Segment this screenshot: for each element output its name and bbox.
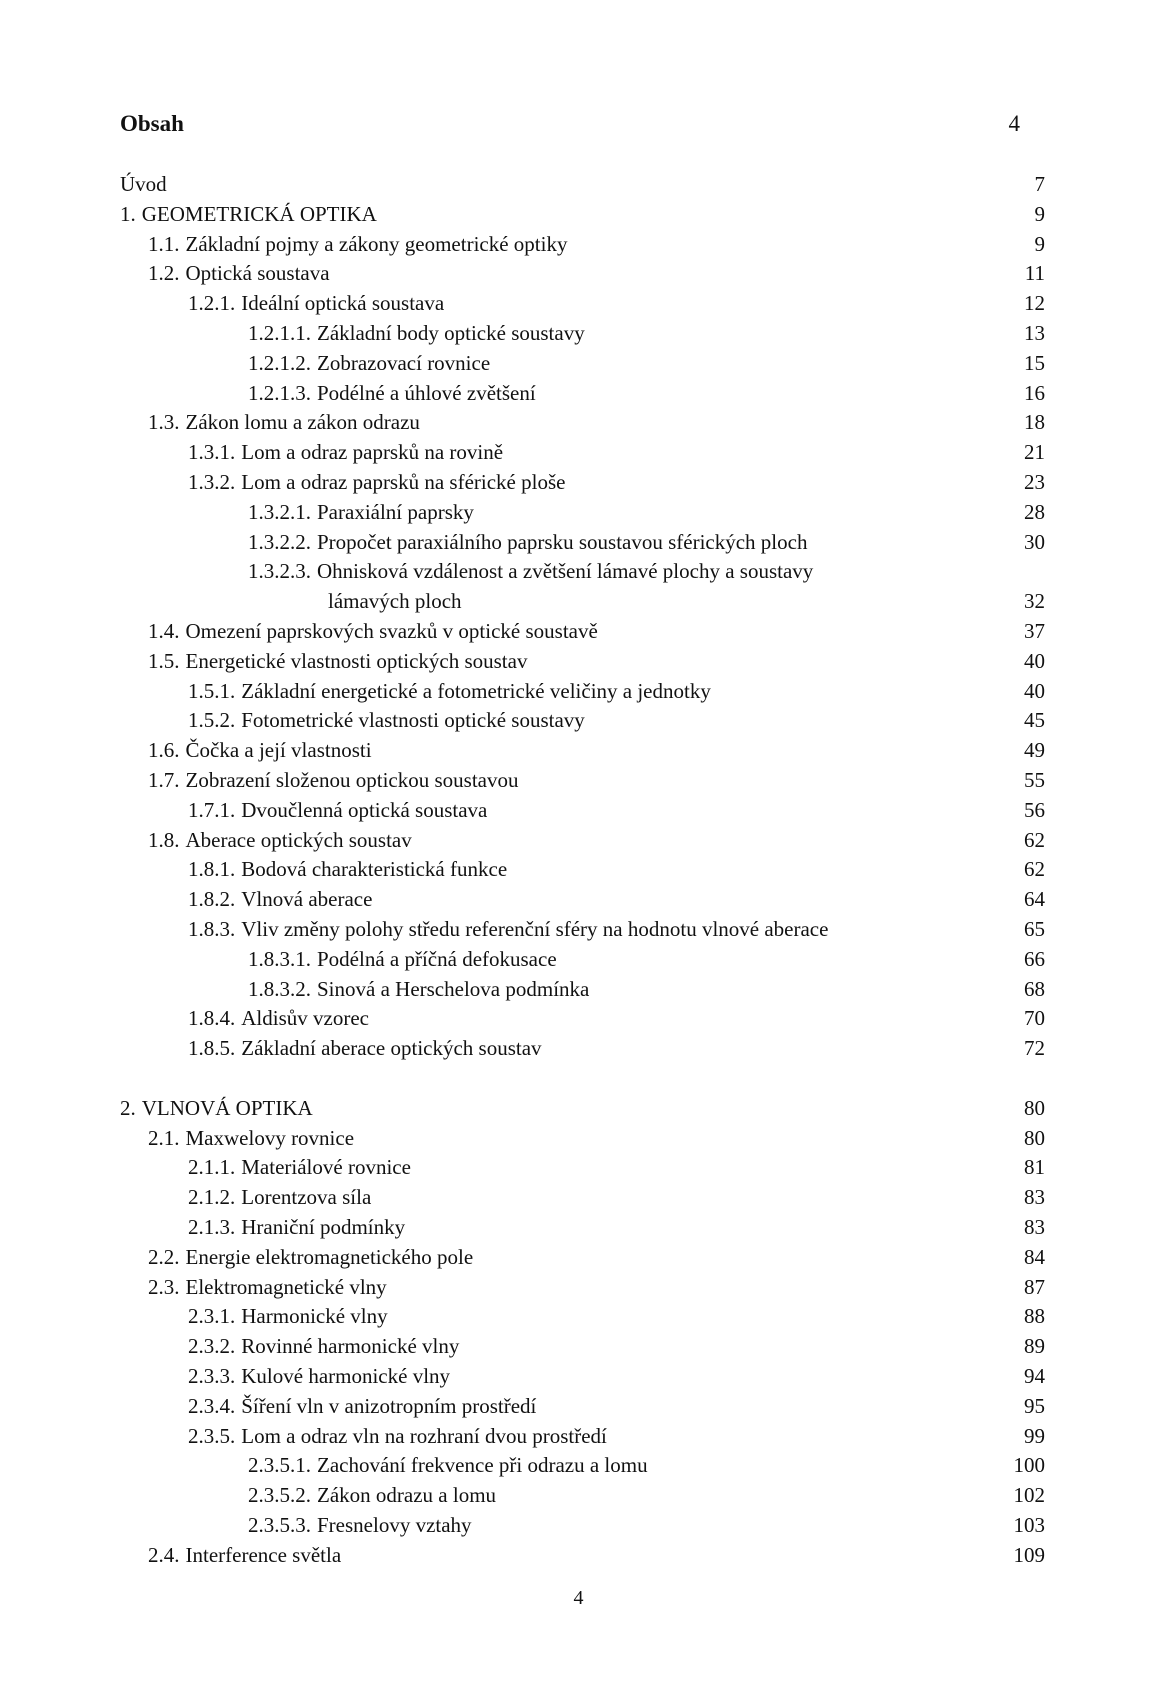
toc-entry-title: Fotometrické vlastnosti optické soustavy [241, 708, 585, 733]
toc-entry-page: 62 [1024, 827, 1045, 852]
toc-entry-title: Podélná a příčná defokusace [317, 946, 557, 971]
toc-entry-title: Propočet paraxiálního paprsku soustavou sférických ploch [317, 529, 808, 554]
toc-entry-title: Interference světla [185, 1542, 342, 1567]
toc-entry-number: 1.1. [148, 231, 180, 256]
toc-entry-title: Energetické vlastnosti optických soustav [185, 648, 528, 673]
toc-entry-page: 89 [1024, 1334, 1045, 1359]
toc-entry-title: Zobrazovací rovnice [317, 350, 491, 375]
toc-entry-number: 1.8.3.2. [248, 976, 311, 1001]
toc-title: Obsah [120, 111, 184, 136]
toc-entry-title: Lom a odraz paprsků na rovině [241, 440, 504, 465]
toc-entry-page: 94 [1024, 1364, 1045, 1388]
toc-entry-title: Základní energetické a fotometrické veličiny a jednotky [241, 678, 711, 703]
toc-entry-title: Bodová charakteristická funkce [241, 857, 508, 882]
toc-entry-page: 88 [1024, 1304, 1045, 1329]
toc-entry [148, 1124, 354, 1153]
toc-entry-page: 102 [1013, 1483, 1045, 1508]
toc-entry [248, 528, 807, 557]
toc-entry [188, 915, 828, 944]
toc-entry-title: Šíření vln v anizotropním prostředí [241, 1393, 537, 1418]
toc-entry [328, 587, 462, 616]
toc-entry [188, 438, 503, 467]
toc-entry [248, 319, 585, 348]
toc-entry-title: Hraniční podmínky [241, 1215, 406, 1239]
toc-entry-number: 1.3.2.1. [248, 499, 311, 524]
toc-entry-number: 2.1. [148, 1125, 180, 1150]
toc-entry-title: Aberace optických soustav [185, 827, 412, 852]
toc-entry [248, 1481, 496, 1510]
toc-entry-title: Vliv změny polohy středu referenční sféry na hodnotu vlnové aberace [241, 917, 829, 941]
page-number: 4 [573, 1587, 584, 1609]
toc-entry-page: 83 [1024, 1215, 1045, 1239]
toc-entry-number: 2.3.3. [188, 1364, 236, 1388]
toc-entry-title: Sinová a Herschelova podmínka [317, 976, 590, 1001]
toc-entry-title: GEOMETRICKÁ OPTIKA [141, 201, 377, 226]
toc-entry-title: Zachování frekvence při odrazu a lomu [317, 1453, 648, 1478]
toc-entry-title: Lorentzova síla [241, 1185, 372, 1210]
toc-entry [148, 1273, 387, 1302]
toc-entry [188, 1183, 371, 1212]
toc-entry-number: 1.8.3. [188, 917, 236, 941]
toc-entry-number: 1.2.1.1. [248, 321, 311, 345]
toc-entry-page: 16 [1024, 380, 1045, 405]
toc-entry-title: Podélné a úhlové zvětšení [317, 380, 536, 405]
toc-entry-page: 23 [1024, 470, 1045, 494]
toc-entry-number: 2.1.3. [188, 1215, 236, 1239]
toc-entry-page: 13 [1024, 321, 1045, 345]
toc-entry-page: 66 [1024, 946, 1045, 971]
toc-entry [188, 1362, 450, 1391]
toc-entry-title: Dvoučlenná optická soustava [241, 797, 488, 822]
toc-entry-title: Materiálové rovnice [241, 1155, 411, 1180]
toc-entry [148, 617, 598, 646]
toc-entry-page: 68 [1024, 976, 1045, 1001]
toc-entry [248, 975, 589, 1004]
toc-entry-number: 1.8.2. [188, 887, 236, 912]
toc-entry-number: 1.3.1. [188, 440, 236, 465]
toc-entry-number: 2.4. [148, 1542, 180, 1567]
toc-entry [148, 259, 330, 288]
toc-entry [248, 379, 536, 408]
toc-entry [120, 200, 377, 229]
toc-entry-title: Energie elektromagnetického pole [185, 1244, 474, 1269]
toc-entry-page: 62 [1024, 857, 1045, 882]
toc-entry-page: 109 [1013, 1542, 1045, 1567]
toc-entry-number: 2.3.5.2. [248, 1483, 311, 1508]
toc-entry [248, 557, 813, 586]
toc-entry-page: 84 [1024, 1244, 1045, 1269]
toc-entry-title: Maxwelovy rovnice [185, 1125, 355, 1150]
toc-entry-number: 1.3. [148, 410, 180, 435]
toc-entry-number: 1.2. [148, 261, 180, 286]
toc-entry-number: 2.1.1. [188, 1155, 236, 1180]
toc-entry-title: VLNOVÁ OPTIKA [141, 1095, 313, 1120]
toc-entry-number: 1.6. [148, 738, 180, 763]
toc-entry-page: 40 [1024, 678, 1045, 703]
toc-entry-page: 37 [1024, 619, 1045, 643]
toc-entry-number: 2.1.2. [188, 1185, 236, 1210]
toc-entry-title: Lom a odraz paprsků na sférické ploše [241, 470, 566, 494]
toc-entry-number: 1.8.5. [188, 1036, 236, 1061]
toc-entry-page: 15 [1024, 350, 1045, 375]
toc-entry-number: 2.3.5. [188, 1423, 236, 1448]
toc-entry-page: 32 [1024, 589, 1045, 614]
toc-entry [148, 1541, 341, 1570]
toc-entry-number: 1.5. [148, 648, 180, 673]
toc-entry-page: 7 [1034, 172, 1045, 196]
toc-entry-page: 99 [1024, 1423, 1045, 1448]
toc-entry [188, 796, 487, 825]
toc-entry [188, 468, 565, 497]
toc-entry-title: Lom a odraz vln na rozhraní dvou prostředí [241, 1423, 607, 1448]
toc-entry-number: 1.7. [148, 768, 180, 792]
toc-entry [248, 349, 490, 378]
toc-entry-title: Zákon odrazu a lomu [317, 1483, 497, 1508]
toc-entry [248, 1511, 472, 1540]
toc-entry-title: Kulové harmonické vlny [241, 1364, 451, 1388]
toc-entry-title: Ohnisková vzdálenost a zvětšení lámavé plochy a soustavy [317, 559, 814, 584]
toc-entry-title: Základní body optické soustavy [317, 321, 585, 345]
toc-entry-number: 1.5.2. [188, 708, 236, 733]
toc-entry-page: 65 [1024, 917, 1045, 941]
toc-entry-number: 1.8.1. [188, 857, 236, 882]
toc-entry-title: Zákon lomu a zákon odrazu [185, 410, 420, 435]
toc-entry-title: Základní aberace optických soustav [241, 1036, 542, 1061]
toc-entry [188, 855, 507, 884]
toc-entry-number: 1. [120, 201, 136, 226]
toc-entry-title: Omezení paprskových svazků v optické soustavě [185, 619, 598, 643]
toc-entry [248, 945, 557, 974]
toc-entry [120, 1094, 313, 1123]
toc-entry-title: Zobrazení složenou optickou soustavou [185, 768, 519, 792]
toc-entry [188, 1302, 388, 1331]
toc-entry-title: Rovinné harmonické vlny [241, 1334, 460, 1359]
toc-entry-title: Optická soustava [185, 261, 330, 286]
toc-entry [188, 1213, 405, 1242]
toc-entry-page: 55 [1024, 768, 1045, 792]
toc-entry-number: 2.3. [148, 1274, 180, 1299]
toc-entry-number: 1.5.1. [188, 678, 236, 703]
toc-entry [188, 706, 585, 735]
toc-entry-page: 81 [1024, 1155, 1045, 1180]
toc-header [120, 108, 1020, 140]
toc-entry-number: 2.3.5.1. [248, 1453, 311, 1478]
toc-entry-number: 1.3.2.2. [248, 529, 311, 554]
toc-entry-title: Základní pojmy a zákony geometrické optiky [185, 231, 568, 256]
toc-entry-number: 1.3.2. [188, 470, 236, 494]
toc-entry-number: 1.7.1. [188, 797, 236, 822]
toc-entry-page: 83 [1024, 1185, 1045, 1210]
toc-entry [188, 1332, 459, 1361]
toc-entry-title: Fresnelovy vztahy [317, 1513, 472, 1537]
toc-entry-number: 1.2.1. [188, 291, 236, 316]
toc-entry-number: 1.8. [148, 827, 180, 852]
toc-entry-page: 28 [1024, 499, 1045, 524]
toc-title-page: 4 [1008, 111, 1020, 136]
toc-entry [188, 1422, 607, 1451]
toc-entry-title: Vlnová aberace [241, 887, 373, 912]
toc-entry [188, 1392, 536, 1421]
toc-entry-page: 21 [1024, 440, 1045, 465]
toc-entry-page: 12 [1024, 291, 1045, 316]
toc-entry-title: Ideální optická soustava [241, 291, 445, 316]
toc-entry-number: 2.3.2. [188, 1334, 236, 1359]
toc-entry-page: 103 [1013, 1513, 1045, 1537]
toc-entry-page: 80 [1024, 1095, 1045, 1120]
toc-entry [188, 1153, 411, 1182]
toc-entry-number: 1.2.1.2. [248, 350, 311, 375]
toc-entry-page: 100 [1013, 1453, 1045, 1478]
toc-entry-page: 11 [1024, 261, 1045, 286]
toc-entry-page: 64 [1024, 887, 1045, 912]
toc-entry-page: 72 [1024, 1036, 1045, 1061]
toc-entry-title: Úvod [120, 172, 167, 196]
toc-entry-page: 95 [1024, 1393, 1045, 1418]
toc-entry-number: 1.2.1.3. [248, 380, 311, 405]
toc-entry-page: 40 [1024, 648, 1045, 673]
toc-entry [188, 1004, 369, 1033]
toc-entry [188, 289, 444, 318]
toc-entry-page: 70 [1024, 1006, 1045, 1031]
toc-entry [148, 1243, 473, 1272]
toc-entry-number: 2. [120, 1095, 136, 1120]
toc-entry [148, 736, 372, 765]
toc-entry-page: 30 [1024, 529, 1045, 554]
toc-entry [148, 408, 420, 437]
toc-entry-number: 1.8.4. [188, 1006, 236, 1031]
toc-entry-page: 80 [1024, 1125, 1045, 1150]
toc-entry [188, 677, 711, 706]
toc-entry-page: 9 [1034, 201, 1045, 226]
toc-entry [248, 1451, 648, 1480]
toc-entry [148, 766, 519, 795]
toc-entry-page: 49 [1024, 738, 1045, 763]
toc-entry-page: 18 [1024, 410, 1045, 435]
toc-entry [188, 885, 372, 914]
toc-entry [148, 826, 412, 855]
toc-entry-page: 56 [1024, 797, 1045, 822]
toc-entry-page: 45 [1024, 708, 1045, 733]
toc-entry-page: 87 [1024, 1274, 1045, 1299]
toc-entry-number: 2.3.1. [188, 1304, 236, 1329]
toc-entry-title: Paraxiální paprsky [317, 499, 474, 524]
toc-entry [188, 1034, 542, 1063]
toc-entry-title: Aldisův vzorec [241, 1006, 369, 1031]
toc-entry [148, 647, 527, 676]
toc-entry-title: lámavých ploch [328, 589, 462, 614]
toc-entry-number: 2.3.4. [188, 1393, 236, 1418]
toc-entry-number: 1.4. [148, 619, 180, 643]
toc-entry [148, 230, 567, 259]
toc-entry-number: 1.8.3.1. [248, 946, 311, 971]
toc-entry-number: 2.2. [148, 1244, 180, 1269]
toc-entry-number: 1.3.2.3. [248, 559, 311, 584]
toc-entry [248, 498, 474, 527]
toc-entry-page: 9 [1034, 231, 1045, 256]
toc-entry-title: Harmonické vlny [241, 1304, 388, 1329]
toc-entry [120, 170, 167, 199]
toc-entry-title: Čočka a její vlastnosti [185, 738, 372, 763]
toc-entry-number: 2.3.5.3. [248, 1513, 311, 1537]
toc-entry-title: Elektromagnetické vlny [185, 1274, 387, 1299]
